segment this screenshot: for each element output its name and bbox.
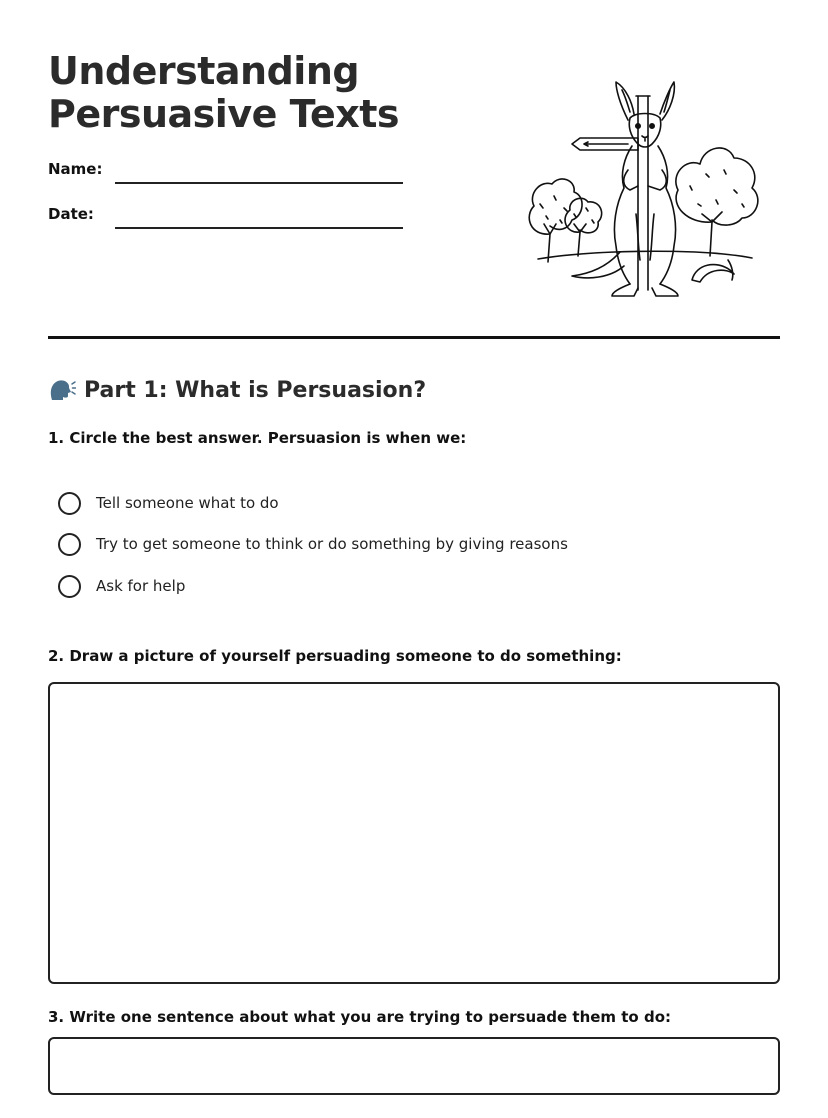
option-1[interactable] xyxy=(58,491,279,515)
section-divider xyxy=(48,336,780,339)
date-label: Date: xyxy=(48,205,94,223)
speaking-head-icon xyxy=(48,376,76,404)
option-2-circle[interactable] xyxy=(58,533,81,556)
name-label: Name: xyxy=(48,160,103,178)
page-title xyxy=(48,50,399,136)
question-3-prompt: 3. Write one sentence about what you are trying to persuade them to do: xyxy=(48,1008,672,1026)
name-line[interactable] xyxy=(115,182,403,184)
kangaroo-signpost-illustration xyxy=(520,74,770,304)
name-field[interactable] xyxy=(48,160,408,190)
option-3-label: Ask for help xyxy=(96,577,186,595)
option-3[interactable] xyxy=(58,574,185,598)
option-1-circle[interactable] xyxy=(58,492,81,515)
date-field[interactable] xyxy=(48,205,408,235)
option-2-label: Try to get someone to think or do something by giving reasons xyxy=(96,535,568,553)
option-3-circle[interactable] xyxy=(58,575,81,598)
title-line-1: Understanding xyxy=(48,49,360,93)
option-2[interactable] xyxy=(58,532,568,556)
part1-heading xyxy=(48,374,426,406)
question-1-prompt: 1. Circle the best answer. Persuasion is when we: xyxy=(48,429,467,447)
drawing-box[interactable] xyxy=(48,682,780,984)
sentence-answer-box[interactable] xyxy=(48,1037,780,1095)
option-1-label: Tell someone what to do xyxy=(96,494,279,512)
title-line-2: Persuasive Texts xyxy=(48,92,400,136)
question-2-prompt: 2. Draw a picture of yourself persuading someone to do something: xyxy=(48,647,622,665)
date-line[interactable] xyxy=(115,227,403,229)
part1-title: Part 1: What is Persuasion? xyxy=(84,377,427,403)
